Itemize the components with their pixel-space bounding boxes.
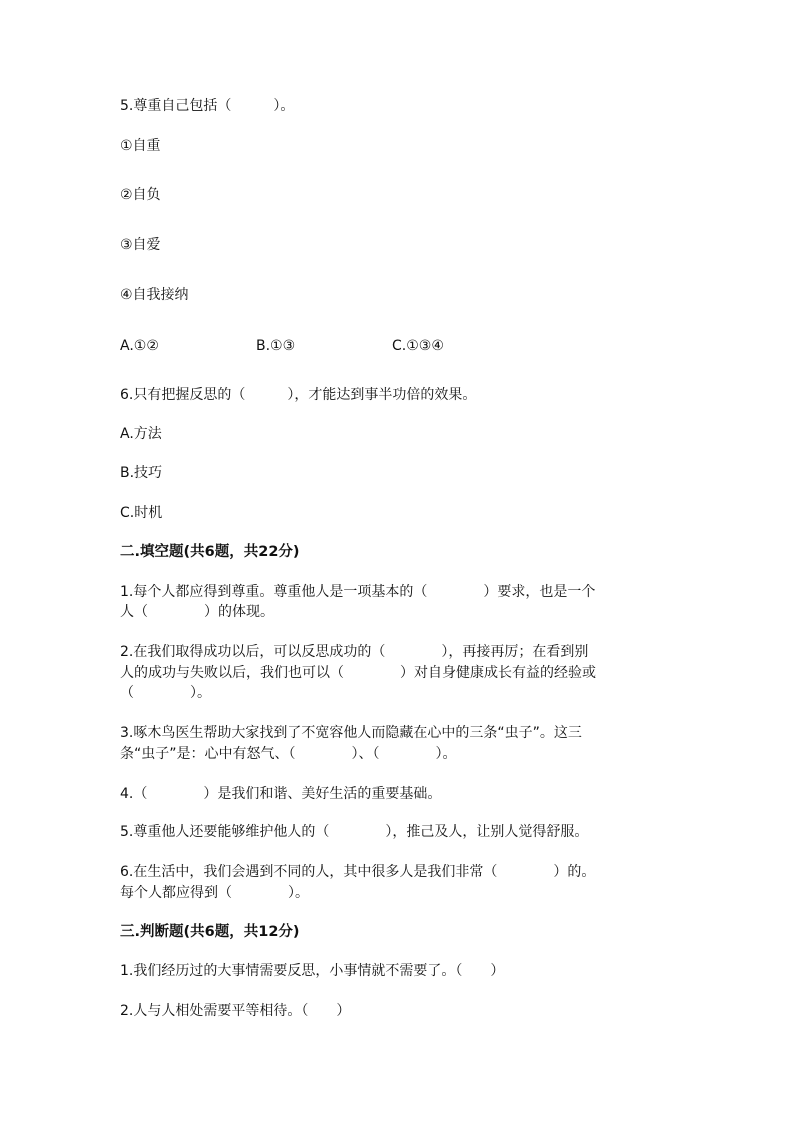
fill-q1-line2: 人（ ）的体现。 [120, 604, 274, 620]
q6-stem: 6.只有把握反思的（ ），才能达到事半功倍的效果。 [120, 387, 477, 403]
fill-q3-line1: 3.啄木鸟医生帮助大家找到了不宽容他人而隐藏在心中的三条“虫子”。这三 [120, 725, 582, 741]
section3-heading: 三.判断题(共6题，共12分) [120, 924, 300, 940]
q5-item-1: ①自重 [120, 138, 161, 154]
q6-option-c[interactable]: C.时机 [120, 505, 163, 521]
q5-option-a[interactable]: A.①② [120, 338, 159, 354]
fill-q5: 5.尊重他人还要能够维护他人的（ ），推己及人，让别人觉得舒服。 [120, 824, 589, 840]
fill-q2-line3: （ ）。 [120, 685, 211, 701]
q6-option-a[interactable]: A.方法 [120, 426, 162, 442]
fill-q6-line1: 6.在生活中，我们会遇到不同的人，其中很多人是我们非常（ ）的。 [120, 864, 596, 880]
fill-q4: 4.（ ）是我们和谐、美好生活的重要基础。 [120, 786, 442, 802]
fill-q2-line2: 人的成功与失败以后，我们也可以（ ）对自身健康成长有益的经验或 [120, 665, 596, 681]
q5-item-2: ②自负 [120, 187, 161, 203]
q5-stem: 5.尊重自己包括（ ）。 [120, 98, 295, 114]
q6-option-b[interactable]: B.技巧 [120, 465, 163, 481]
fill-q2-line1: 2.在我们取得成功以后，可以反思成功的（ ），再接再厉；在看到别 [120, 644, 589, 660]
q5-options [120, 336, 620, 356]
section2-heading: 二.填空题(共6题，共22分) [120, 544, 300, 560]
judge-q2: 2.人与人相处需要平等相待。（ ） [120, 1003, 351, 1019]
q5-option-c[interactable]: C.①③④ [392, 338, 444, 354]
q5-option-b[interactable]: B.①③ [256, 338, 296, 354]
judge-q1: 1.我们经历过的大事情需要反思，小事情就不需要了。（ ） [120, 963, 505, 979]
q5-item-4: ④自我接纳 [120, 287, 189, 303]
fill-q6-line2: 每个人都应得到（ ）。 [120, 885, 309, 901]
fill-q1-line1: 1.每个人都应得到尊重。尊重他人是一项基本的（ ）要求，也是一个 [120, 584, 596, 600]
q5-item-3: ③自爱 [120, 237, 161, 253]
fill-q3-line2: 条“虫子”是：心中有怒气、（ ）、（ ）。 [120, 746, 457, 762]
